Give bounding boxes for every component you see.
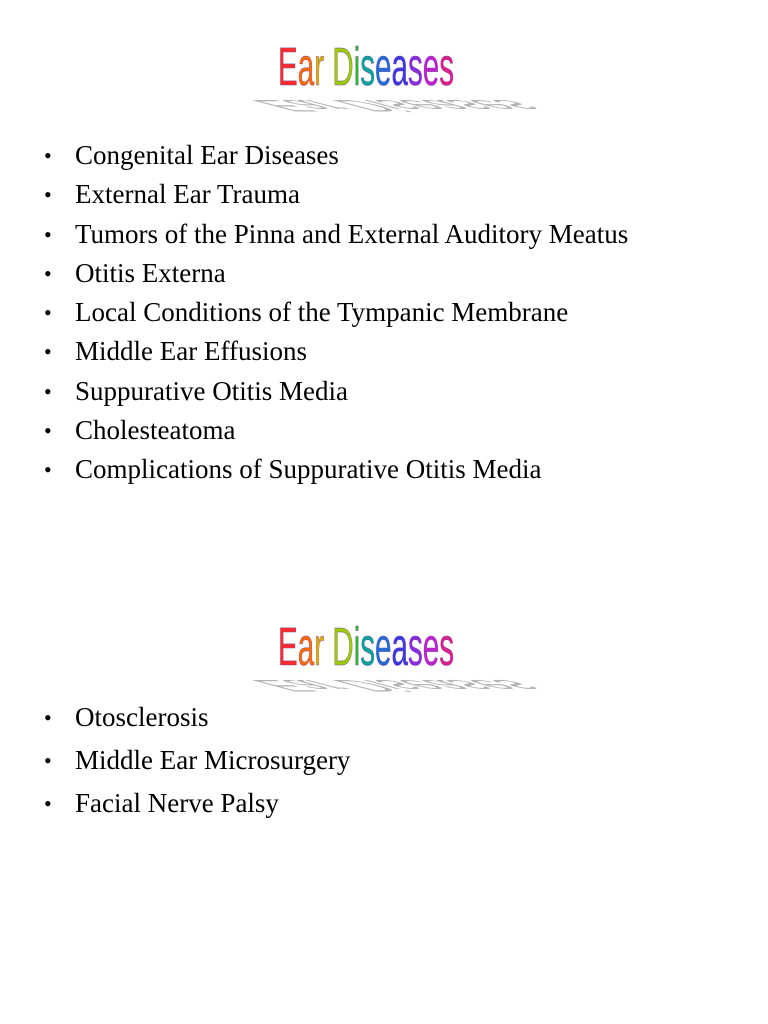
bullet-dot: •	[44, 418, 52, 444]
bullet-list	[44, 696, 350, 825]
wordart-letter: i	[353, 37, 361, 98]
bullet-dot: •	[44, 260, 52, 286]
list-item	[44, 175, 628, 214]
slide-2	[0, 580, 768, 1024]
list-item-text: Middle Ear Effusions	[75, 336, 307, 367]
list-item	[44, 696, 350, 739]
wordart-letter: E	[278, 37, 298, 98]
list-item	[44, 739, 350, 782]
wordart-letter: a	[297, 37, 315, 98]
bullet-dot: •	[44, 378, 52, 404]
wordart-svg	[234, 37, 567, 116]
bullet-dot: •	[44, 748, 52, 773]
wordart-letter: s	[407, 617, 423, 678]
list-item-text: External Ear Trauma	[75, 179, 300, 210]
bullet-dot: •	[44, 182, 52, 208]
wordart-letter: s	[360, 37, 376, 98]
bullet-list	[44, 136, 628, 490]
list-item-text: Local Conditions of the Tympanic Membrane	[75, 297, 569, 328]
slide-title-wordart	[234, 37, 567, 116]
wordart-letter: D	[332, 37, 354, 98]
list-item	[44, 293, 628, 332]
bullet-dot: •	[44, 143, 52, 168]
list-item	[44, 332, 628, 371]
wordart-letter: s	[360, 617, 376, 678]
bullet-dot: •	[44, 791, 52, 816]
bullet-dot: •	[44, 300, 52, 326]
list-item-text: Tumors of the Pinna and External Auditory Meatus	[75, 218, 629, 249]
list-item	[44, 782, 350, 825]
bullet-dot: •	[44, 705, 52, 730]
wordart-letter	[324, 38, 332, 97]
list-item-text: Cholesteatoma	[75, 415, 236, 446]
wordart-shadow: Ear Diseases	[234, 96, 567, 116]
list-item	[44, 450, 628, 489]
slide-title-wordart	[234, 617, 567, 696]
bullet-dot: •	[44, 457, 52, 483]
wordart-letter: i	[353, 617, 361, 678]
wordart-letter: E	[278, 617, 298, 678]
wordart-letter: a	[297, 617, 315, 678]
list-item-text: Otitis Externa	[75, 257, 226, 288]
wordart-letter: e	[422, 37, 440, 98]
list-item-text: Middle Ear Microsurgery	[75, 745, 351, 775]
list-item	[44, 411, 628, 450]
wordart-letter	[324, 618, 332, 677]
wordart-text	[278, 38, 454, 97]
wordart-letter: s	[439, 617, 455, 678]
wordart-letter: e	[375, 37, 392, 98]
wordart-letter: e	[375, 617, 392, 678]
wordart-letter: a	[391, 617, 408, 678]
list-item-text: Suppurative Otitis Media	[75, 375, 348, 406]
bullet-dot: •	[44, 221, 52, 247]
wordart-letter: s	[439, 37, 455, 98]
list-item-text: Complications of Suppurative Otitis Media	[75, 454, 542, 485]
list-item	[44, 254, 628, 293]
wordart-letter: a	[391, 37, 408, 98]
wordart-letter: r	[314, 617, 325, 678]
wordart-shadow: Ear Diseases	[234, 676, 567, 696]
list-item	[44, 372, 628, 411]
wordart-svg	[234, 617, 567, 696]
list-item-text: Otosclerosis	[75, 702, 209, 732]
list-item-text: Facial Nerve Palsy	[75, 788, 279, 818]
wordart-text	[278, 618, 454, 677]
bullet-dot: •	[44, 339, 52, 365]
wordart-letter: s	[407, 37, 423, 98]
list-item	[44, 136, 628, 175]
wordart-letter: D	[332, 617, 354, 678]
list-item	[44, 215, 628, 254]
wordart-letter: e	[422, 617, 440, 678]
wordart-letter: r	[314, 37, 325, 98]
list-item-text: Congenital Ear Diseases	[75, 140, 339, 170]
